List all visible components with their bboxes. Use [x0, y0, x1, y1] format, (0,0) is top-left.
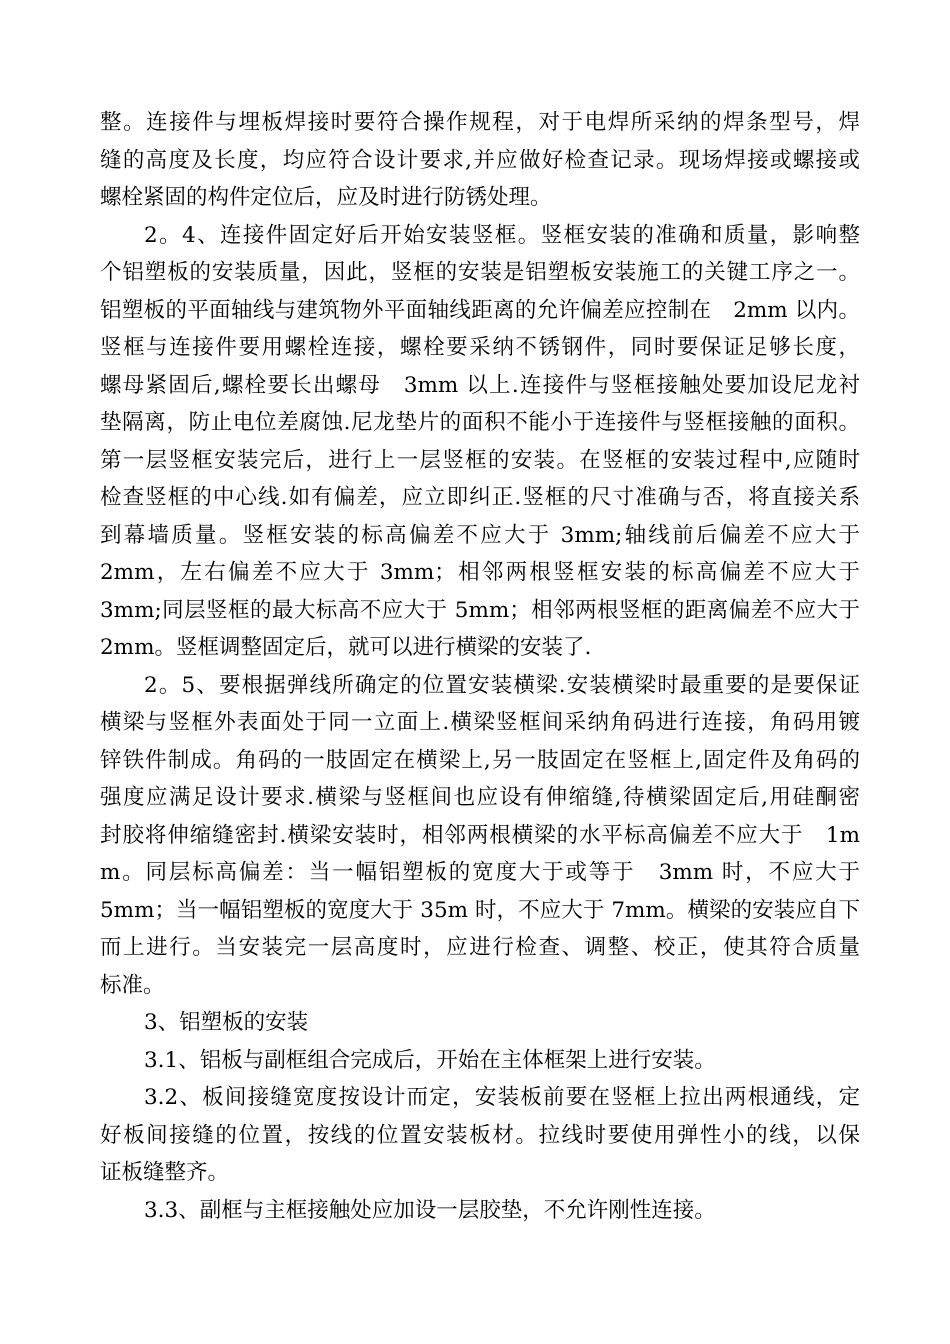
paragraph: [100, 667, 860, 1005]
paragraph: [100, 1192, 860, 1230]
text-line: 个铝塑板的安装质量，因此，竖框的安装是铝塑板安装施工的关键工序之一。: [100, 260, 860, 285]
text-line: 第一层竖框安装完后，进行上一层竖框的安装。在竖框的安装过程中,应随时: [100, 447, 860, 473]
text-line: 3.2、板间接缝宽度按设计而定，安装板前要在竖框上拉出两根通线，定: [144, 1085, 860, 1110]
paragraph: [100, 217, 860, 667]
text-line: 标准。: [100, 972, 165, 998]
text-line: 3、铝塑板的安装: [144, 1010, 309, 1035]
text-line: 竖框与连接件要用螺栓连接，螺栓要采纳不锈钢件，同时要保证足够长度，: [100, 335, 860, 360]
text-line: 垫隔离，防止电位差腐蚀.尼龙垫片的面积不能小于连接件与竖框接触的面积。: [100, 410, 860, 435]
text-line: 3mm;同层竖框的最大标高不应大于 5mm；相邻两根竖框的距离偏差不应大于: [100, 597, 860, 623]
text-line: 3.1、铝板与副框组合完成后，开始在主体框架上进行安装。: [144, 1047, 716, 1073]
text-line: 横梁与竖框外表面处于同一立面上.横梁竖框间采纳角码进行连接，角码用镀: [100, 710, 860, 735]
text-line: 螺母紧固后,螺栓要长出螺母 3mm 以上.连接件与竖框接触处要加设尼龙衬: [100, 372, 860, 398]
text-line: 到幕墙质量。竖框安装的标高偏差不应大于 3mm;轴线前后偏差不应大于: [100, 522, 860, 548]
text-line: 2mm，左右偏差不应大于 3mm；相邻两根竖框安装的标高偏差不应大于: [100, 560, 860, 585]
paragraph: [100, 1042, 860, 1080]
text-line: 好板间接缝的位置，按线的位置安装板材。拉线时要使用弹性小的线，以保: [100, 1122, 860, 1148]
text-line: m。同层标高偏差：当一幅铝塑板的宽度大于或等于 3mm 时，不应大于: [100, 860, 860, 885]
text-line: 锌铁件制成。角码的一肢固定在横梁上,另一肢固定在竖框上,固定件及角码的: [100, 747, 860, 773]
text-line: 5mm；当一幅铝塑板的宽度大于 35m 时，不应大于 7mm。横梁的安装应自下: [100, 897, 860, 923]
paragraph: [100, 104, 860, 217]
document-body: [100, 104, 860, 1229]
text-line: 检查竖框的中心线.如有偏差，应立即纠正.竖框的尺寸准确与否，将直接关系: [100, 485, 860, 510]
text-line: 证板缝整齐。: [100, 1160, 230, 1185]
text-line: 2。5、要根据弹线所确定的位置安装横梁.安装横梁时最重要的是要保证: [144, 672, 860, 698]
text-line: 强度应满足设计要求.横梁与竖框间也应设有伸缩缝,待横梁固定后,用硅酮密: [100, 785, 860, 810]
paragraph: [100, 1079, 860, 1192]
text-line: 而上进行。当安装完一层高度时，应进行检查、调整、校正，使其符合质量: [100, 935, 860, 960]
text-line: 铝塑板的平面轴线与建筑物外平面轴线距离的允许偏差应控制在 2mm 以内。: [100, 297, 860, 323]
text-line: 3.3、副框与主框接触处应加设一层胶垫，不允许刚性连接。: [144, 1197, 716, 1223]
text-line: 2。4、连接件固定好后开始安装竖框。竖框安装的准确和质量，影响整: [144, 222, 860, 248]
paragraph: [100, 1004, 860, 1042]
text-line: 2mm。竖框调整固定后，就可以进行横梁的安装了.: [100, 635, 592, 660]
text-line: 封胶将伸缩缝密封.横梁安装时，相邻两根横梁的水平标高偏差不应大于 1m: [100, 822, 860, 848]
text-line: 螺栓紧固的构件定位后，应及时进行防锈处理。: [100, 185, 552, 210]
text-line: 整。连接件与埋板焊接时要符合操作规程，对于电焊所采纳的焊条型号，焊: [100, 110, 860, 135]
text-line: 缝的高度及长度，均应符合设计要求,并应做好检查记录。现场焊接或螺接或: [100, 147, 860, 173]
